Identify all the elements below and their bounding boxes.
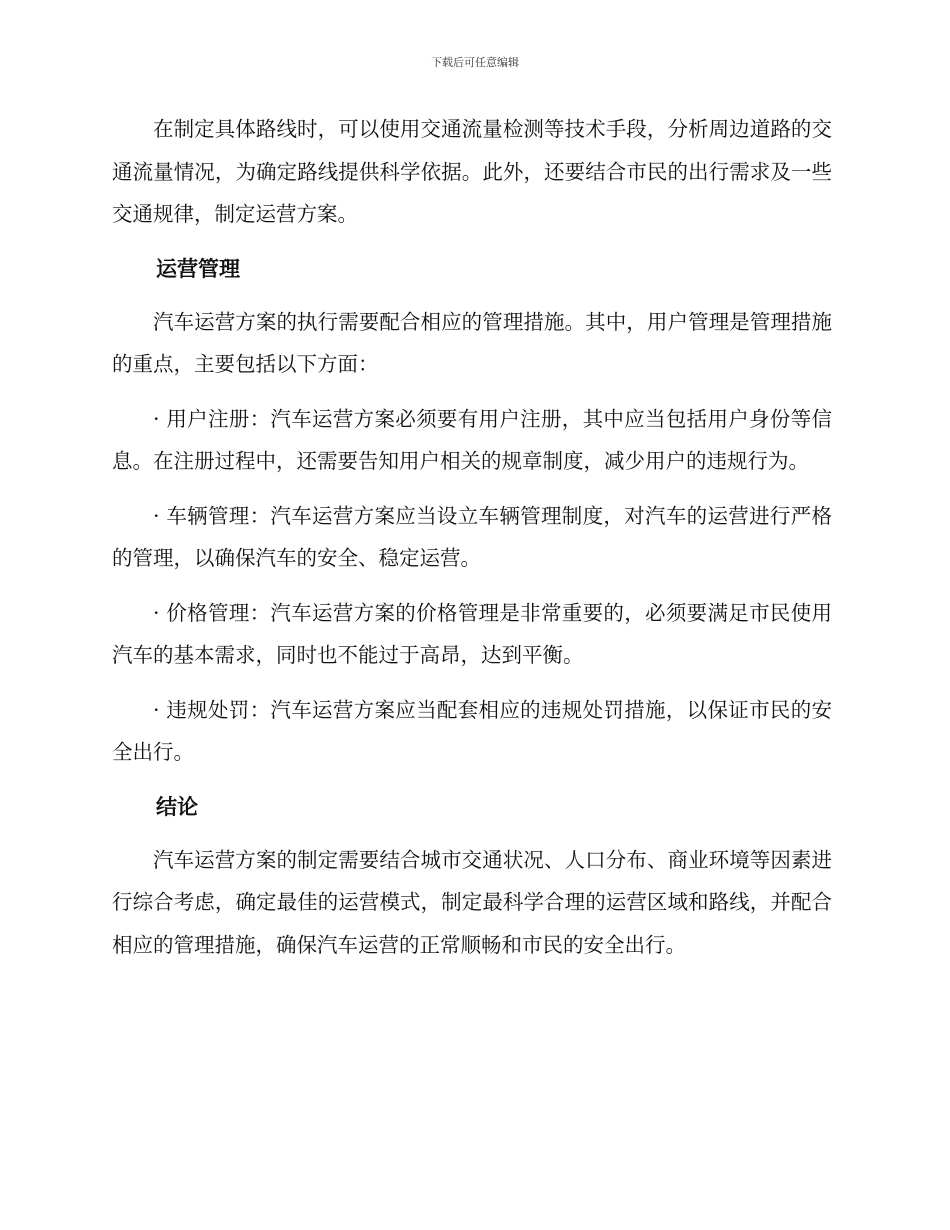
document-body	[112, 108, 832, 978]
section-heading-conclusion: 结论	[156, 794, 198, 819]
list-item-user-registration: · 用户注册：汽车运营方案必须要有用户注册，其中应当包括用户身份等信息。在注册过程中，还需要告知用户相关的规章制度，减少用户的违规行为。	[112, 406, 832, 473]
list-item-violation-penalty: · 违规处罚：汽车运营方案应当配套相应的违规处罚措施，以保证市民的安全出行。	[112, 697, 832, 764]
list-item-vehicle-management: · 车辆管理：汽车运营方案应当设立车辆管理制度，对汽车的运营进行严格的管理，以确保汽车的安全、稳定运营。	[112, 503, 832, 570]
paragraph-management-intro: 汽车运营方案的执行需要配合相应的管理措施。其中，用户管理是管理措施的重点，主要包括以下方面：	[112, 309, 832, 376]
section-heading-management: 运营管理	[156, 256, 240, 281]
list-item-price-management: · 价格管理：汽车运营方案的价格管理是非常重要的，必须要满足市民使用汽车的基本需求，同时也不能过于高昂，达到平衡。	[112, 600, 832, 667]
paragraph-route-planning: 在制定具体路线时，可以使用交通流量检测等技术手段，分析周边道路的交通流量情况，为确定路线提供科学依据。此外，还要结合市民的出行需求及一些交通规律，制定运营方案。	[112, 117, 832, 226]
paragraph-conclusion: 汽车运营方案的制定需要结合城市交通状况、人口分布、商业环境等因素进行综合考虑，确定最佳的运营模式，制定最科学合理的运营区域和路线，并配合相应的管理措施，确保汽车运营的正常顺畅和市民的安全出行。	[112, 847, 832, 957]
page-header: 下载后可任意编辑	[431, 56, 519, 69]
